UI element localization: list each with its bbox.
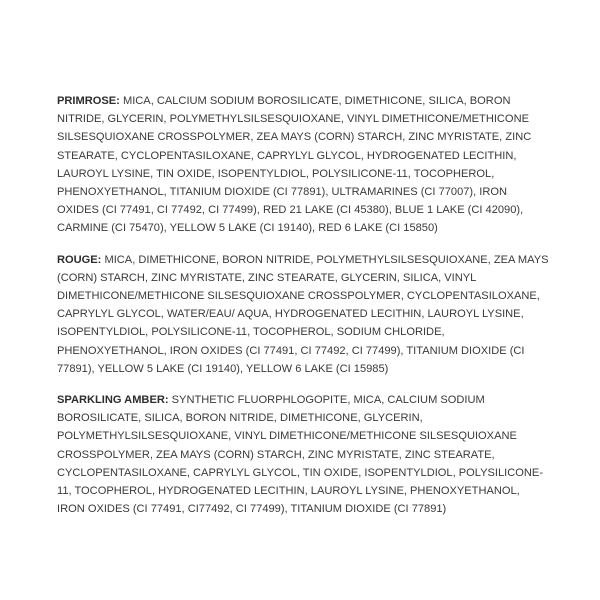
ingredient-section-rouge	[57, 251, 549, 378]
section-ingredients: SYNTHETIC FLUORPHLOGOPITE, MICA, CALCIUM SODIUM BOROSILICATE, SILICA, BORON NITRIDE, DIMETHICONE, GLYCERIN, POLYMETHYLSILSESQUIOXANE, VINYL DIMETHICONE/METHICONE SILSESQUIOXANE CROSSPOLYMER, ZEA MAYS (CORN) STARCH, ZINC MYRISTATE, ZINC STEARATE, CYCLOPENTASILOXANE, CAPRYLYL GLYCOL, TIN OXIDE, ISOPENTYLDIOL, POLYSILICONE-11, TOCOPHEROL, HYDROGENATED LECITHIN, LAUROYL LYSINE, PHENOXYETHANOL, IRON OXIDES (CI 77491, CI77492, CI 77499), TITANIUM DIOXIDE (CI 77891)	[57, 394, 544, 516]
section-name: SPARKLING AMBER:	[57, 394, 172, 407]
section-name: PRIMROSE:	[57, 95, 123, 107]
section-ingredients: MICA, DIMETHICONE, BORON NITRIDE, POLYMETHYLSILSESQUIOXANE, ZEA MAYS (CORN) STARCH, ZINC MYRISTATE, ZINC STEARATE, GLYCERIN, SILICA, VINYL DIMETHICONE/METHICONE SILSESQUIOXANE CROSSPOLYMER, CYCLOPENTASILOXANE, CAPRYLYL GLYCOL, WATER/EAU/ AQUA, HYDROGENATED LECITHIN, LAUROYL LYSINE, ISOPENTYLDIOL, POLYSILICONE-11, TOCOPHEROL, SODIUM CHLORIDE, PHENOXYETHANOL, IRON OXIDES (CI 77491, CI 77492, CI 77499), TITANIUM DIOXIDE (CI 77891), YELLOW 5 LAKE (CI 19140), YELLOW 6 LAKE (CI 15985)	[57, 253, 549, 375]
ingredients-list	[57, 92, 549, 531]
section-name: ROUGE:	[57, 253, 105, 266]
ingredient-section-sparkling-amber	[57, 391, 549, 518]
section-ingredients: MICA, CALCIUM SODIUM BOROSILICATE, DIMETHICONE, SILICA, BORON NITRIDE, GLYCERIN, POLYMETHYLSILSESQUIOXANE, VINYL DIMETHICONE/METHICONE SILSESQUIOXANE CROSSPOLYMER, ZEA MAYS (CORN) STARCH, ZINC MYRISTATE, ZINC STEARATE, CYCLOPENTASILOXANE, CAPRYLYL GLYCOL, HYDROGENATED LECITHIN, LAUROYL LYSINE, TIN OXIDE, ISOPENTYLDIOL, POLYSILICONE-11, TOCOPHEROL, PHENOXYETHANOL, TITANIUM DIOXIDE (CI 77891), ULTRAMARINES (CI 77007), IRON OXIDES (CI 77491, CI 77492, CI 77499), RED 21 LAKE (CI 45380), BLUE 1 LAKE (CI 42090), CARMINE (CI 75470), YELLOW 5 LAKE (CI 19140), RED 6 LAKE (CI 15850)	[57, 95, 532, 235]
ingredient-section-primrose	[57, 92, 549, 238]
